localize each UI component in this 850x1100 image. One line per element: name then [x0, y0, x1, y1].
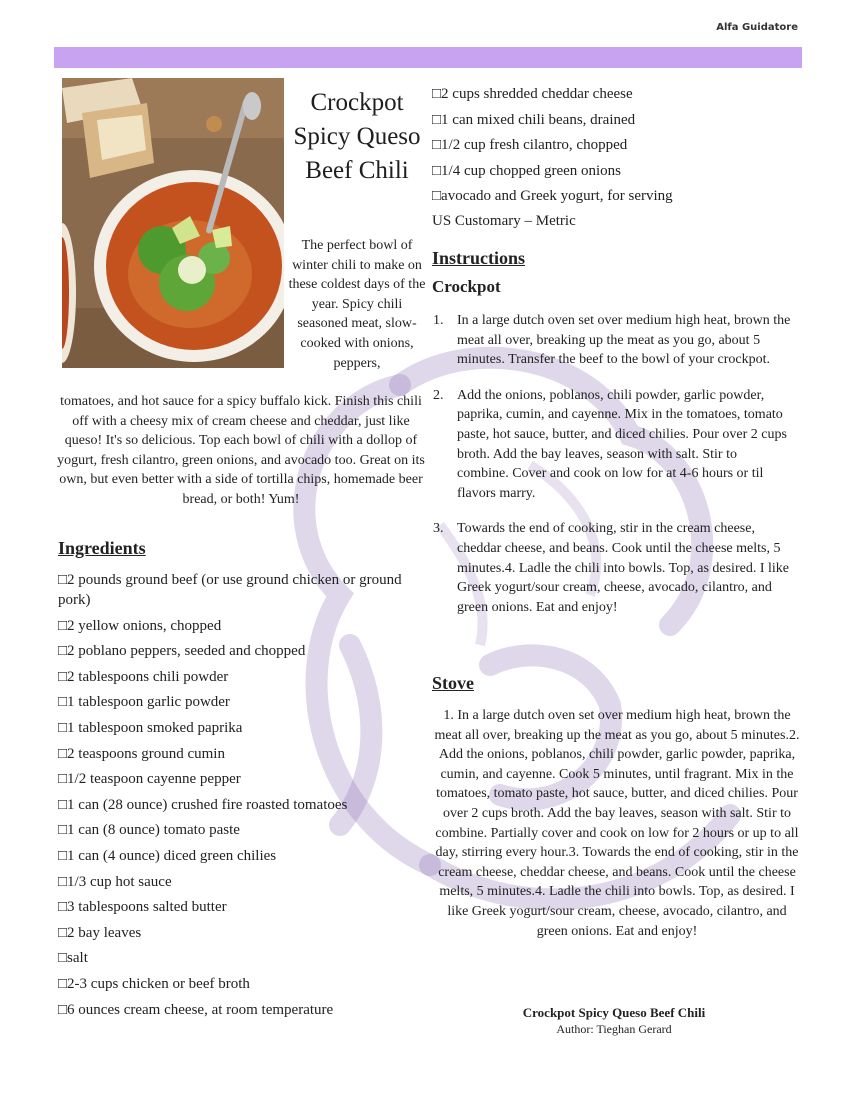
ingredient-item: □1 can (4 ounce) diced green chilies	[58, 847, 277, 864]
ingredient-item: □2 cups shredded cheddar cheese	[432, 86, 633, 102]
step-text: Add the onions, poblanos, chili powder, garlic powder, paprika, cumin, and cayenne. Mix in the tomatoes, tomato paste, hot sauce, butter, and diced chilies. Pour over 2 cups broth. Add the bay leaves, season with salt. Stir to combine. Cover and cook on low for at 4-6 hours or til flavors marry.	[457, 387, 787, 501]
ingredient-item: □1 tablespoon smoked paprika	[58, 719, 243, 736]
ingredient-item: □2 poblano peppers, seeded and chopped	[58, 643, 306, 660]
step-number: 3.	[433, 521, 444, 537]
brand-name: Alfa Guidatore	[716, 22, 798, 33]
step-item	[432, 311, 792, 370]
ingredient-item: □1/3 cup hot sauce	[58, 873, 172, 890]
ingredient-item: □2 tablespoons chili powder	[58, 668, 229, 685]
ingredients-heading: Ingredients	[58, 538, 146, 558]
ingredient-item: □1/4 cup chopped green onions	[432, 162, 622, 179]
ingredient-item: □1/2 teaspoon cayenne pepper	[58, 771, 241, 788]
footer-author: Author: Tieghan Gerard	[556, 1022, 672, 1036]
intro-paragraph-top: The perfect bowl of winter chili to make on these coldest days of the year. Spicy chili seasoned meat, slow-cooked with onions, peppers,	[288, 238, 426, 371]
ingredient-item: □1 can (8 ounce) tomato paste	[58, 822, 240, 839]
ingredient-item: □1/2 cup fresh cilantro, chopped	[432, 137, 628, 154]
ingredient-item: □1 can (28 ounce) crushed fire roasted tomatoes	[58, 796, 348, 813]
ingredient-item: □3 tablespoons salted butter	[58, 899, 227, 916]
footer-recipe-title: Crockpot Spicy Queso Beef Chili	[522, 1005, 706, 1020]
intro-paragraph-bottom: tomatoes, and hot sauce for a spicy buffalo kick. Finish this chili off with a cheesy mix of cream cheese and cheddar, just like queso! It's so delicious. Top each bowl of chili with a dollop of yogurt, fresh cilantro, green onions, and avocado too. Great on its own, but even better with a side of tortilla chips, homemade beer bread, or both! Yum!	[57, 394, 425, 507]
ingredient-item: □1 tablespoon garlic powder	[58, 694, 230, 711]
step-number: 2.	[433, 387, 444, 403]
instructions-heading: Instructions	[432, 248, 526, 268]
ingredient-list-continued	[432, 84, 802, 212]
ingredient-item: □2 bay leaves	[58, 924, 142, 941]
ingredient-item: □1 can mixed chili beans, drained	[432, 111, 636, 128]
step-text: Towards the end of cooking, stir in the cream cheese, cheddar cheese, and beans. Cook until the cheese melts, 5 minutes.4. Ladle the chili into bowls. Top, as desired. I like Greek yogurt/sour cream, cheese, avocado, cilantro, and green onions. Eat and enjoy!	[457, 521, 789, 615]
ingredient-item: □2 pounds ground beef (or use ground chicken or ground pork)	[58, 572, 402, 608]
step-item	[432, 386, 792, 504]
stove-heading: Stove	[432, 673, 474, 693]
ingredient-item: □6 ounces cream cheese, at room temperature	[58, 1001, 334, 1018]
accent-band	[54, 47, 802, 68]
step-item	[432, 519, 792, 617]
ingredient-item: □2 teaspoons ground cumin	[58, 745, 225, 762]
crockpot-steps	[432, 311, 792, 633]
chili-photo	[62, 78, 284, 368]
recipe-title: Crockpot Spicy Queso Beef Chili	[293, 89, 421, 184]
units-toggle: US Customary – Metric	[432, 213, 576, 229]
ingredient-item: □avocado and Greek yogurt, for serving	[432, 188, 673, 205]
ingredient-item: □2-3 cups chicken or beef broth	[58, 975, 250, 992]
ingredient-item: □salt	[58, 950, 88, 967]
ingredient-list	[58, 570, 420, 1025]
ingredient-item: □2 yellow onions, chopped	[58, 617, 222, 634]
step-text: In a large dutch oven set over medium high heat, brown the meat all over, breaking up the meat as you go, about 5 minutes. Transfer the beef to the bowl of your crockpot.	[457, 313, 791, 368]
crockpot-heading: Crockpot	[432, 277, 501, 296]
stove-instructions: 1. In a large dutch oven set over medium high heat, brown the meat all over, breaking up the meat as you go, about 5 minutes.2. Add the onions, poblanos, chili powder, garlic powder, paprika, cumin, and cayenne. Cook 5 minutes, until fragrant. Mix in the tomatoes, tomato paste, hot sauce, butter, and diced chilies. Pour over 2 cups broth. Add the bay leaves, season with salt. Stir to combine. Partially cover and cook on low for 2 hours or up to all day, stirring every hour.3. Towards the end of cooking, stir in the cream cheese, cheddar cheese, and beans. Cook until the cheese melts, 5 minutes.4. Ladle the chili into bowls. Top, as desired. I like Greek yogurt/sour cream, cheese, avocado, cilantro, and green onions. Eat and enjoy!	[434, 708, 800, 939]
step-number: 1.	[433, 313, 444, 328]
